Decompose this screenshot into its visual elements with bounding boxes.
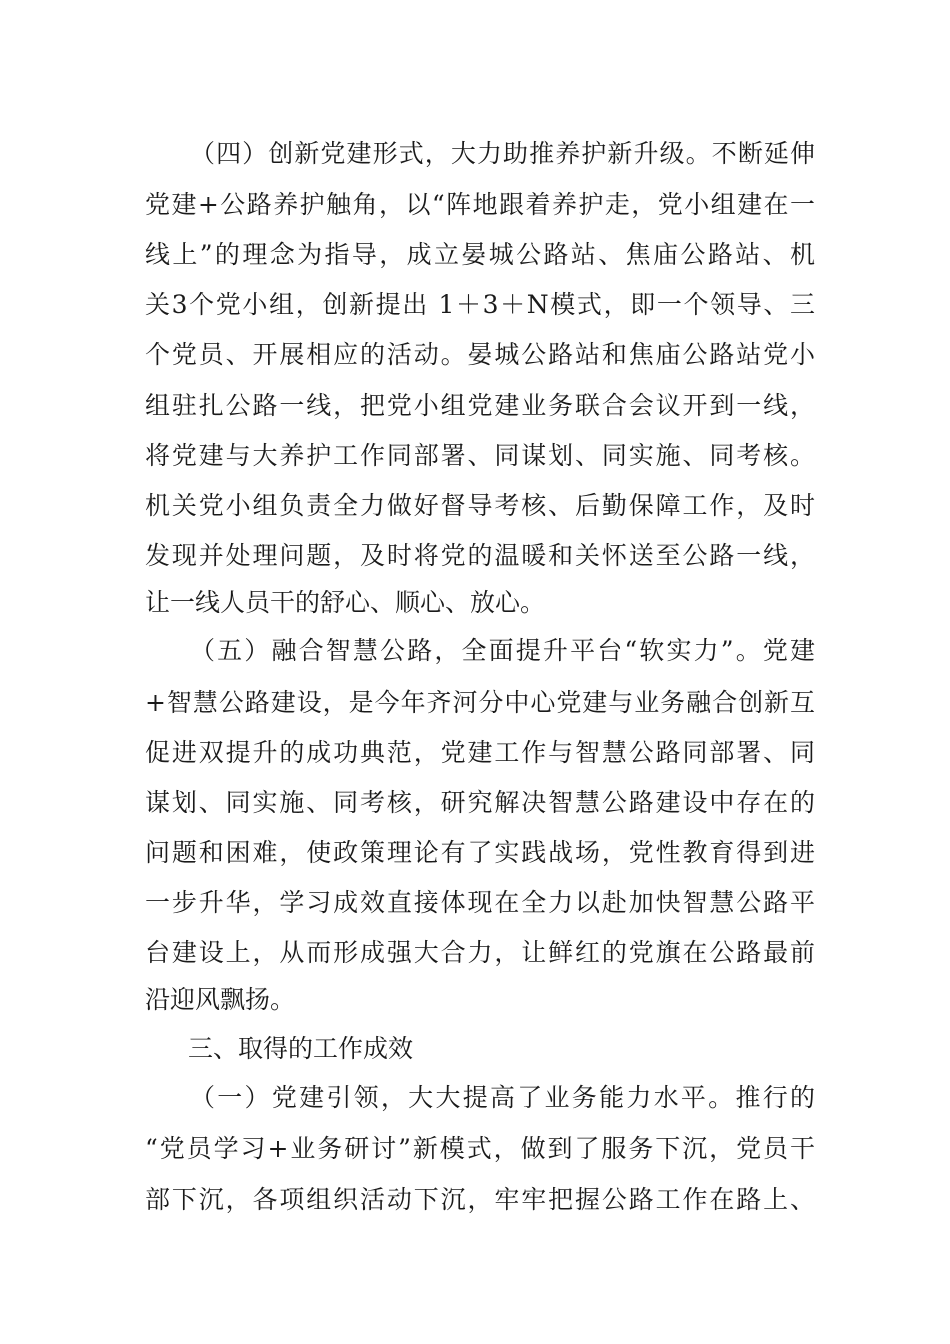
paragraph-5-line-3: 促进双提升的成功典范，党建工作与智慧公路同部署、同 — [145, 738, 815, 767]
paragraph-4-line-1: （四）创新党建形式，大力助推养护新升级。不断延伸 — [190, 139, 815, 168]
paragraph-5-line-2: +智慧公路建设，是今年齐河分中心党建与业务融合创新互 — [145, 688, 815, 717]
paragraph-4-line-3: 线上”的理念为指导，成立晏城公路站、焦庙公路站、机 — [145, 240, 815, 269]
paragraph-4-line-10: 让一线人员干的舒心、顺心、放心。 — [145, 588, 546, 617]
paragraph-5-line-8: 沿迎风飘扬。 — [145, 985, 296, 1014]
paragraph-1-line-2: “党员学习+业务研讨”新模式，做到了服务下沉，党员干 — [145, 1134, 815, 1163]
paragraph-5-line-4: 谋划、同实施、同考核，研究解决智慧公路建设中存在的 — [145, 788, 815, 817]
paragraph-4-line-2: 党建+公路养护触角，以“阵地跟着养护走，党小组建在一 — [145, 190, 815, 219]
paragraph-4-line-7: 将党建与大养护工作同部署、同谋划、同实施、同考核。 — [145, 441, 815, 470]
paragraph-5-line-1: （五）融合智慧公路，全面提升平台“软实力”。党建 — [190, 636, 815, 665]
paragraph-5-line-7: 台建设上，从而形成强大合力，让鲜红的党旗在公路最前 — [145, 938, 815, 967]
paragraph-4-line-4: 关3个党小组，创新提出 1＋3＋N模式，即一个领导、三 — [145, 290, 815, 319]
paragraph-4-line-9: 发现并处理问题，及时将党的温暖和关怀送至公路一线， — [145, 541, 815, 570]
paragraph-4-line-6: 组驻扎公路一线，把党小组党建业务联合会议开到一线， — [145, 391, 815, 420]
section-heading: 三、取得的工作成效 — [188, 1034, 414, 1063]
paragraph-1-line-3: 部下沉，各项组织活动下沉，牢牢把握公路工作在路上、 — [145, 1185, 815, 1214]
paragraph-5-line-5: 问题和困难，使政策理论有了实践战场，党性教育得到进 — [145, 838, 815, 867]
paragraph-4-line-5: 个党员、开展相应的活动。晏城公路站和焦庙公路站党小 — [145, 340, 815, 369]
paragraph-5-line-6: 一步升华，学习成效直接体现在全力以赴加快智慧公路平 — [145, 888, 815, 917]
paragraph-4-line-8: 机关党小组负责全力做好督导考核、后勤保障工作，及时 — [145, 491, 815, 520]
paragraph-1-line-1: （一）党建引领，大大提高了业务能力水平。推行的 — [190, 1083, 815, 1112]
